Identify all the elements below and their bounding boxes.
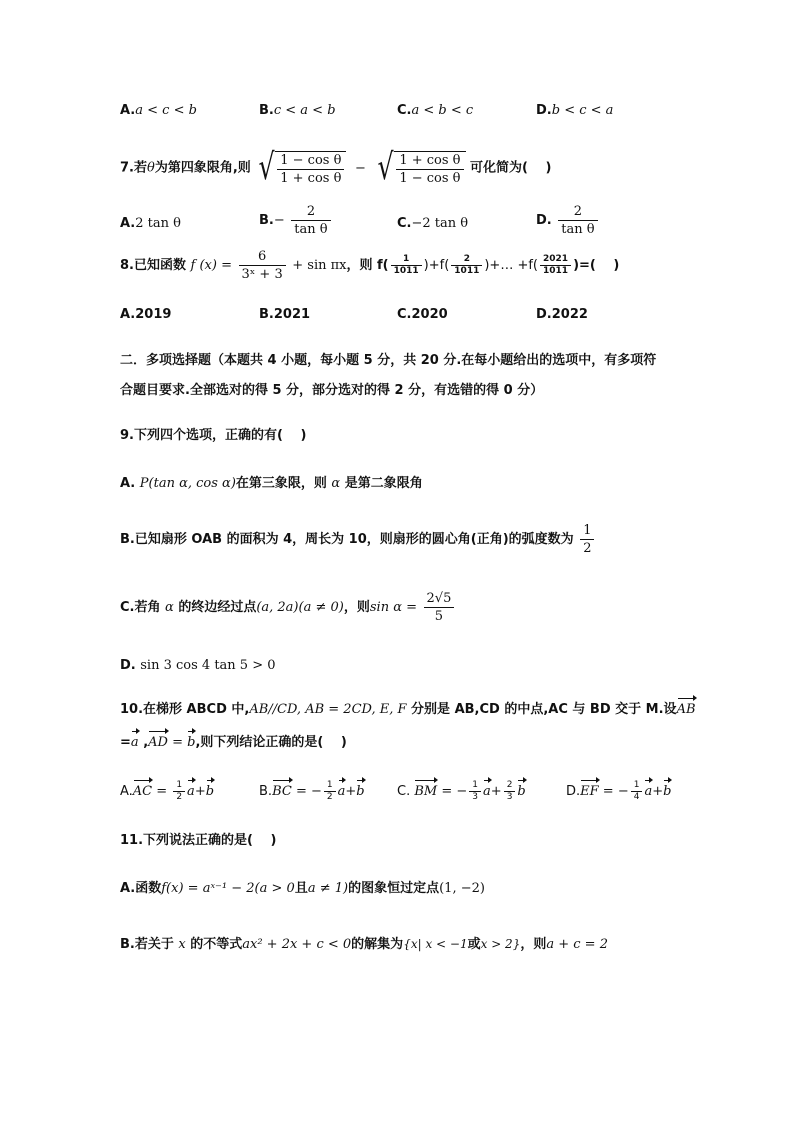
q7-fraction-1: $\frac{\text{1 − cos θ}}{\text{1 + cos θ}}$ [277,152,344,187]
q7-radical-2: √ $\frac{\text{1 + cos θ}}{\text{1 − cos θ}}$ [374,148,465,188]
q10-option-d: D.EF = − $\frac{1}{4}$ a+b [566,780,672,802]
q6-option-a: A.a < c < b [120,103,197,118]
q11-option-b: B.若关于 x 的不等式ax² + 2x + c < 0的解集为{x| x < −1或x > 2}，则a + c = 2 [120,937,608,952]
vector-ad: AD [148,733,168,753]
q8-stem: 8.已知函数 f (x) = $\frac{6}{\text{3ˣ + 3}}$ + sin πx，则 f( $\frac{1}{1011}$ )+f( $\frac{2}{1011}$ )+… +f( $\frac{2021}{1011}$ )=( ) [120,249,620,282]
q9-stem: 9.下列四个选项，正确的有( ) [120,428,307,443]
q10-option-a: A.AC = $\frac{1}{2}$ a+b [120,780,215,802]
q7-option-a: A.2 tan θ [120,216,181,231]
q8-sum-fraction-3: $\frac{2021}{1011}$ [540,254,571,277]
q11-stem: 11.下列说法正确的是( ) [120,833,277,848]
q8-sum-fraction-1: $\frac{1}{1011}$ [391,254,422,277]
section2-heading-line1: 二．多项选择题（本题共 4 小题，每小题 5 分，共 20 分.在每小题给出的选项中，有多项符 [120,353,657,368]
q8-option-a: A.2019 [120,307,172,322]
q11-option-a: A.函数f(x) = aˣ⁻¹ − 2(a > 0且a ≠ 1)的图象恒过定点(1, −2) [120,881,485,896]
q8-option-b: B.2021 [259,307,311,322]
q10-option-c: C. BM = − $\frac{1}{3}$ a+ $\frac{2}{3}$ b [397,780,526,802]
q7-option-d: D. $\frac{2}{\text{tan θ}}$ [536,203,600,238]
q6-option-c: C.a < b < c [397,103,474,118]
vector-b: b [187,733,195,753]
q7-fraction-2: $\frac{\text{1 + cos θ}}{\text{1 − cos θ}}$ [396,152,463,187]
q7-radical-1: √ $\frac{\text{1 − cos θ}}{\text{1 + cos θ}}$ [255,148,346,188]
vector-ab: AB [677,700,696,720]
section2-heading-line2: 合题目要求.全部选对的得 5 分，部分选对的得 2 分，有选错的得 0 分） [120,383,544,398]
q10-stem-line2: =a ,AD = b,则下列结论正确的是( ) [120,733,347,753]
q7-option-b: B.− $\frac{2}{\text{tan θ}}$ [259,203,333,238]
q7-option-c: C.−2 tan θ [397,216,469,231]
q9-option-d: D. sin 3 cos 4 tan 5 > 0 [120,658,276,673]
q9-option-b: B.已知扇形 OAB 的面积为 4，周长为 10，则扇形的圆心角(正角)的弧度数为 $\frac{1}{2}$ [120,522,596,557]
q6-option-d: D.b < c < a [536,103,614,118]
q7-option-b-fraction: $\frac{2}{\text{tan θ}}$ [291,203,330,238]
q10-stem-line1: 10.在梯形 ABCD 中,AB//CD, AB = 2CD, E, F 分别是 AB,CD 的中点,AC 与 BD 交于 M.设AB [120,700,696,720]
q7-option-d-fraction: $\frac{2}{\text{tan θ}}$ [558,203,597,238]
q6-option-b: B.c < a < b [259,103,336,118]
q8-sum-fraction-2: $\frac{2}{1011}$ [451,254,482,277]
q7-stem: 7.若θ为第四象限角,则 √ $\frac{\text{1 − cos θ}}{\text{1 + cos θ}}$ − √ $\frac{\text{1 + cos θ}}{\text{1 − cos θ}}$ 可化简为( ) [120,147,552,188]
q9-option-b-fraction: $\frac{1}{2}$ [580,522,594,557]
q10-option-b: B.BC = − $\frac{1}{2}$ a+b [259,780,365,802]
q9-option-a: A. P(tan α, cos α)在第三象限，则 α 是第二象限角 [120,476,423,491]
q9-option-c: C.若角 α 的终边经过点(a, 2a)(a ≠ 0)，则sin α = $\frac{2√5}{5}$ [120,590,456,625]
q9-option-c-fraction: $\frac{2√5}{5}$ [424,590,455,625]
q8-main-fraction: $\frac{6}{\text{3ˣ + 3}}$ [239,248,286,283]
q8-option-c: C.2020 [397,307,448,322]
vector-a: a [131,733,139,753]
q8-option-d: D.2022 [536,307,588,322]
